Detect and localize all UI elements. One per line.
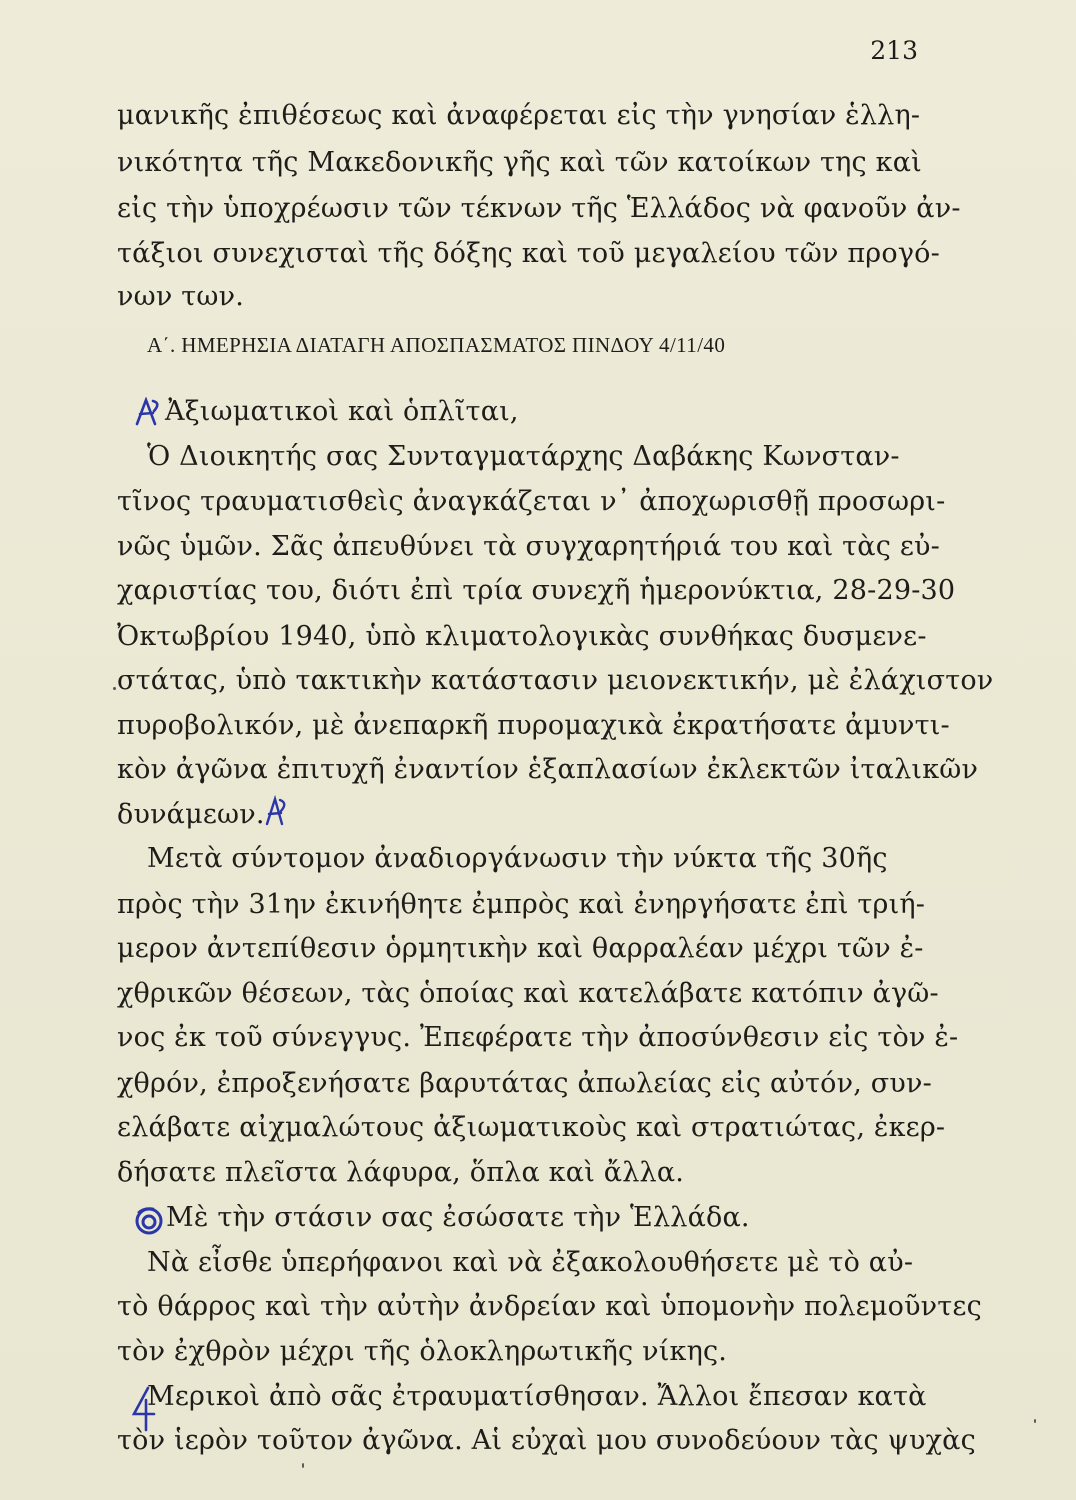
text-line: χθρόν, ἐπροξενήσατε βαρυτάτας ἀπωλείας εἰς αὐτόν, συν- <box>117 1068 932 1099</box>
text-line: πυροβολικόν, μὲ ἀνεπαρκῆ πυρομαχικὰ ἐκρατήσατε ἀμυντι- <box>117 710 950 741</box>
text-line: τὸν ἱερὸν τοῦτον ἀγῶνα. Αἱ εὐχαὶ μου συνοδεύουν τὰς ψυχὰς <box>117 1425 976 1456</box>
text-line: κὸν ἀγῶνα ἐπιτυχῆ ἐναντίον ἑξαπλασίων ἐκλεκτῶν ἰταλικῶν <box>117 754 979 785</box>
text-line: νικότητα τῆς Μακεδονικῆς γῆς καὶ τῶν κατοίκων της καὶ <box>117 147 922 178</box>
text-line: εἰς τὴν ὑποχρέωσιν τῶν τέκνων τῆς Ἑλλάδος νὰ φανοῦν ἀν- <box>117 193 961 224</box>
text-line: νος ἐκ τοῦ σύνεγγυς. Ἐπεφέρατε τὴν ἀποσύνθεσιν εἰς τὸν ἐ- <box>117 1022 959 1053</box>
text-line: Μὲ τὴν στάσιν σας ἐσώσατε τὴν Ἑλλάδα. <box>166 1202 750 1233</box>
section-heading: Α΄. ΗΜΕΡΗΣΙΑ ΔΙΑΤΑΓΗ ΑΠΟΣΠΑΣΜΑΤΟΣ ΠΙΝΔΟΥ 4/11/40 <box>147 333 726 357</box>
text-line: Ὁ Διοικητής σας Συνταγματάρχης Δαβάκης Κωνσταν- <box>147 441 900 472</box>
text-line: στάτας, ὑπὸ τακτικὴν κατάστασιν μειονεκτικήν, μὲ ἐλάχιστον <box>117 665 994 696</box>
scan-speck <box>302 1463 304 1468</box>
text-line: πρὸς τὴν 31ην ἐκινήθητε ἐμπρὸς καὶ ἐνηργήσατε ἐπὶ τριή- <box>117 889 926 920</box>
handwritten-A-mark-1 <box>134 397 164 427</box>
scan-speck <box>113 687 116 690</box>
text-line: Ἀξιωματικοὶ καὶ ὁπλῖται, <box>165 396 519 427</box>
text-line: δήσατε πλεῖστα λάφυρα, ὅπλα καὶ ἄλλα. <box>117 1157 685 1188</box>
text-line: τὸ θάρρος καὶ τὴν αὐτὴν ἀνδρείαν καὶ ὑπομονὴν πολεμοῦντες <box>117 1291 982 1322</box>
text-line: μερον ἀντεπίθεσιν ὁρμητικὴν καὶ θαρραλέαν μέχρι τῶν ἐ- <box>117 933 924 964</box>
text-line: τάξιοι συνεχισταὶ τῆς δόξης καὶ τοῦ μεγαλείου τῶν προγό- <box>117 238 940 269</box>
text-line: τὸν ἐχθρὸν μέχρι τῆς ὁλοκληρωτικῆς νίκης. <box>117 1336 728 1367</box>
text-line: νῶς ὑμῶν. Σᾶς ἀπευθύνει τὰ συγχαρητήριά του καὶ τὰς εὐ- <box>117 531 940 562</box>
text-line: Μετὰ σύντομον ἀναδιοργάνωσιν τὴν νύκτα τῆς 30ῆς <box>147 843 888 874</box>
text-line: ελάβατε αἰχμαλώτους ἀξιωματικοὺς καὶ στρατιώτας, ἐκερ- <box>117 1112 946 1143</box>
handwritten-circled-mark <box>132 1204 166 1238</box>
text-line: χαριστίας του, διότι ἐπὶ τρία συνεχῆ ἡμερονύκτια, 28-29-30 <box>117 575 956 606</box>
text-line: τῖνος τραυματισθεὶς ἀναγκάζεται ν᾽ ἀποχωρισθῇ προσωρι- <box>117 486 946 517</box>
text-line: Ὀκτωβρίου 1940, ὑπὸ κλιματολογικὰς συνθήκας δυσμενε- <box>117 621 927 652</box>
text-line: μανικῆς ἐπιθέσεως καὶ ἀναφέρεται εἰς τὴν γνησίαν ἑλλη- <box>117 100 921 131</box>
text-line: Μερικοὶ ἀπὸ σᾶς ἐτραυματίσθησαν. Ἄλλοι ἔπεσαν κατὰ <box>147 1381 927 1412</box>
page-number: 213 <box>870 36 918 65</box>
text-line: νων των. <box>117 281 244 312</box>
text-line: δυνάμεων. <box>117 799 265 830</box>
scan-speck <box>1034 1419 1036 1423</box>
handwritten-A-mark-2 <box>264 795 290 827</box>
text-line: χθρικῶν θέσεων, τὰς ὁποίας καὶ κατελάβατε κατόπιν ἀγῶ- <box>117 978 939 1009</box>
text-line: Νὰ εἶσθε ὑπερήφανοι καὶ νὰ ἐξακολουθήσετε μὲ τὸ αὐ- <box>147 1247 914 1278</box>
